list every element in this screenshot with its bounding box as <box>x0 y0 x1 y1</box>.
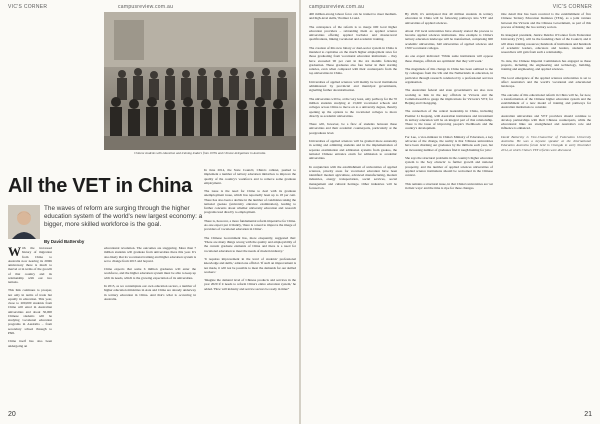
running-head: VIC'S CORNER <box>552 4 592 10</box>
paragraph: 400 million-strong labour force can be trained to meet medium- and high-level skills,' Premier Li said. <box>309 12 397 21</box>
paragraph <box>8 246 52 284</box>
paragraph: This remains a structural issue, in that China's universities are 'set in their ways' and the time is ripe for these changes. <box>405 181 493 190</box>
page-number: 21 <box>584 411 592 418</box>
paragraph: The connection of the central leadership in China, including Premier Li Keqiang, with Australian institutions and investment in tertiary education will be an integral part of that relationship. There is the issue of improving people's livelihoods and the country's development. <box>405 109 493 131</box>
paragraph: She says the structural problems in the country's higher education system is the 'key obstacle' to further growth and national prosperity, and the number of applied sciences universities of applied science institutions should be welcomed in the Chinese context. <box>405 156 493 178</box>
right-page <box>301 0 600 424</box>
paragraph: The local emergence of the applied sciences universities is set to affect Australia's and the world's vocational and educational landscape. <box>501 75 591 89</box>
column-1-top <box>8 12 52 172</box>
paragraph: The Chinese Government has, more eloquently, suggested that: 'There are many things wrong with the quality and employability of the current graduate elements of China and there is a need for vocational education to meet the needs of modern industry.' <box>204 235 296 253</box>
historic-group-photo <box>104 12 296 150</box>
paragraph: 'Imagine the demand level of Chinese products and services in the year 2020 if it needs to reform China's entire education system,' he added. 'How will industry and service sectors be ready in time?' <box>204 278 296 291</box>
page-number: 20 <box>8 411 16 418</box>
paragraph: The creation of this new binary or dual-sector system in China is intended to capitalise on the much higher employment rates for those graduating from vocational education institutions – they have exceeded 90 per cent in the six months following graduation. These graduates also fare better in their starting salaries, even when compared with their counterparts from the top universities in China. <box>309 45 397 76</box>
byline: By David Battersby <box>44 239 85 244</box>
paragraph: This link continues to prosper, not only in terms of trade but equally in education. This year, close to 200,000 students from China will enrol in Australian universities and about 30,000 Chinese students will be studying vocational education programs in Australia – from secondary school through to PhD. <box>8 288 52 335</box>
paragraph: 'It requires improvement in the level of students' professional knowledge and skills,' added one official. 'If such an improvement is not made, it will not be possible to meet the demands for our skilled workers.' <box>204 257 296 274</box>
article-title: All the VET in China <box>8 175 193 197</box>
paragraph: Its inaugural president, Justice Deirdre O'Connor from Federation University (VIC), will be the founding chair of the Council, and it will share training resources; hundreds of institutions and hundreds of academic leaders, educators and leaders, students and researchers will gain from such a relationship. <box>501 33 591 55</box>
paragraph: To date, the Chinese Imperial Commission has engaged as these projects, including the engineering and technology, building, training and engineering, and applied sciences. <box>501 58 591 72</box>
paragraph: China expects that some 6 million graduates will enter the workforce, and the higher education system must be able to keep up with its needs, which is the growing expectation of its universities. <box>104 267 196 280</box>
standfirst: The waves of reform are surging through the higher education system of the world's new largest economy: a bigger, more skilled workforce is the goal. <box>44 205 203 229</box>
body-column-1 <box>8 246 52 410</box>
paragraph-text: ith the increased history of migration from China to Australia now nearing its 200th anniversary there is much to marvel at in terms of the growth of that country and its relationship with our two nations. <box>8 246 52 284</box>
body-column-2 <box>104 246 196 410</box>
paragraph: For Luo, a vice-minister in China's Ministry of Education, a key advocate of the change, the reality is that 'Chinese universities have been churning out graduates by the millions each year, but an increasing number of graduates find it tough hunting for jobs.' <box>405 134 493 152</box>
paragraph: The centrepiece of the reform is to merge 600 local higher education providers – rebranding them as applied science universities offering applied bachelor and master-level qualifications, linking vocational and academic training. <box>309 24 397 42</box>
paragraph: The magnitude of this change in China has been outlined to me by colleagues from the UK and the Netherlands in education, in particular through research conducted by a professional services organisation. <box>405 67 493 84</box>
running-head: VIC'S CORNER <box>8 4 48 10</box>
paragraph: By 2020, it's anticipated that 40 million students in tertiary education in China will be following pathways into VET and universities of applied sciences. <box>405 12 493 25</box>
paragraph: The issue is the need for China to deal with its graduate unemployment issue, which has reportedly been up to 18 per cent. There has also been a decline in the number of candidates taking the national gaokao (university entrance examination), leading to further concerns about whether university education and research programs lead directly to employment. <box>204 189 296 215</box>
paragraph: The outcome of this educational reform in China will be, for now, a transformation of the Chinese higher education system and the establishment of a new model of training and pathways for Australian institutions to consider. <box>501 92 591 110</box>
paragraph: The universities will be, at the very least, only pathway for the 70 million students studying at 13,600 vocational schools and colleges across China to move on to a university degree, thereby opening up the options to the vocational colleges to move directly as academic universities. <box>309 96 397 118</box>
paragraph: In 2015, as we contemplate our own education sectors, a number of higher education ministries in Asia and China are already underway in tertiary education in China. And that's what is occurring in Australia. <box>104 284 196 301</box>
paragraph: In conjunction with the establishment of universities of applied sciences, priority areas for vocational education have been identified: modern agriculture, advanced manufacturing, modern industries, energy transportation, social services, social management and cultural heritage. Other industries will be focused on. <box>309 164 397 190</box>
paragraph: Universities of applied sciences will mainly be local institutions administered by provincial and municipal governments, signalling further decentralisation. <box>309 79 397 93</box>
paragraph: As one expert indicated: 'While some institutions will oppose these changes, officials are optimistic that they will work.' <box>405 54 493 63</box>
site-header: campusreview.com.au <box>118 4 174 10</box>
drop-cap: W <box>8 246 21 259</box>
author-bio: David Battersby is Vice-Chancellor of Federation University Australia. He was a keynote speaker at the International Education Australia forum held in Chengdu in early November 2014, at which China's VET reforms were discussed. <box>501 134 591 152</box>
paragraph: There is, however, a more fundamental reform imperative for China. As one expert put it bluntly, 'there is a need to improve the image of providers of vocational education in China'. <box>204 218 296 232</box>
site-header: campusreview.com.au <box>309 4 365 10</box>
author-portrait <box>8 205 40 239</box>
paragraph: About 150 local universities have already started the process to become applied sciences institutions. One example is China's tertiary education landscape will be transformed, comprising 600 academic universities, 640 universities of applied sciences and 1500 vocational colleges. <box>405 28 493 50</box>
body-column-4 <box>309 12 397 410</box>
paragraph: There will, however, be a flow of students between these universities and their academic counterparts, particularly at the postgraduate level. <box>309 122 397 135</box>
photo-caption: Chinese students with education and training leaders from 1970s and Chinese delegations in Australia. <box>134 151 266 155</box>
body-column-5 <box>405 12 493 410</box>
paragraph: educational revolution. The outcomes are staggering. More than 7 million students will graduate from universities there this year. It's also likely that its vocational training and higher education system is set to change from 2015 and beyond. <box>104 246 196 263</box>
body-column-6 <box>501 12 591 410</box>
paragraph: China itself has also been undergoing an <box>8 339 52 348</box>
paragraph: The Australian federal and state government's are also now working to link in the key officials in Victoria and the Commonwealth to gauge the implications for Victoria's VET, for Beijing and Chongqing. <box>405 88 493 105</box>
paragraph: Australian universities and VET providers should continue to develop partnerships with their Chinese counterparts, while the educational links are strengthened and Australia's role and influence is enhanced. <box>501 113 591 131</box>
body-column-3 <box>204 168 296 410</box>
left-page <box>0 0 299 424</box>
paragraph: Universities of applied sciences will be granted more autonomy in setting and admitting students and in the implementation of separate examination and admission systems from gaokao, the national Chinese entrance exam for admission to academic universities. <box>309 139 397 161</box>
paragraph: One detail that has been received is the establishment of five Chinese Tertiary Education Institutes (TEIs), as a joint venture between the Victoria and the Chinese Government, as part of this process of linking the two tertiary sectors. <box>501 12 591 29</box>
paragraph: In June 2014, the State Council, China's cabinet, pushed to implement a number of tertiary education initiatives to improve the quality of the country's workforce and to remove some graduate employment. <box>204 168 296 185</box>
